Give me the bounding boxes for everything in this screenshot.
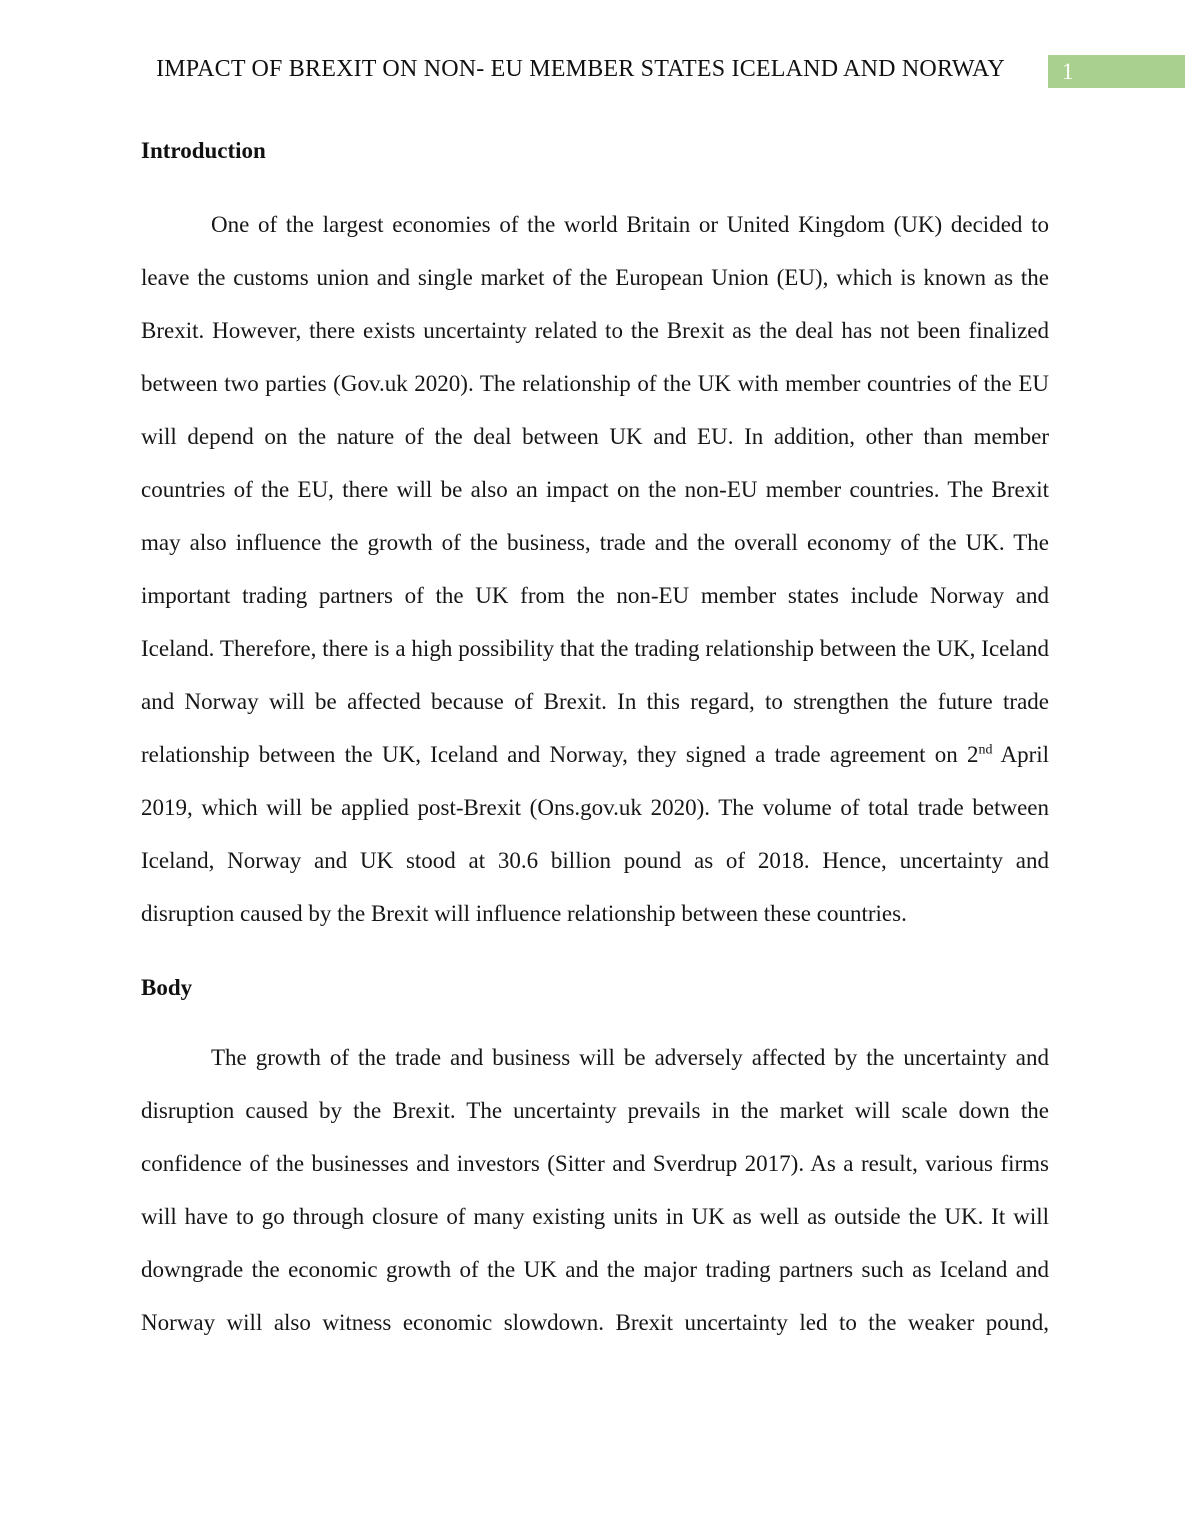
page-number-badge [1048, 55, 1185, 88]
page-header [0, 43, 1190, 96]
body-heading: Body [141, 975, 193, 1000]
body-paragraph: The growth of the trade and business will be adversely affected by the uncertainty and disruption caused by the Brexit. The uncertainty prevails in the market will scale down the confidence of the businesses and investors (Sitter and Sverdrup 2017). As a result, various firms will have to go through closure of many existing units in UK as well as outside the UK. It will downgrade the economic growth of the UK and the major trading partners such as Iceland and Norway will also witness economic slowdown. Brexit uncertainty led to the weaker pound, [141, 1045, 1049, 1335]
page-number: 1 [1062, 59, 1074, 84]
introduction-paragraph [141, 198, 1049, 940]
document-content [141, 124, 1049, 1349]
introduction-paragraph-text-2: April 2019, which will be applied post-Brexit (Ons.gov.uk 2020). The volume of total trade between Iceland, Norway and UK stood at 30.6 billion pound as of 2018. Hence, uncertainty and disruption caused by the Brexit will influence relationship between these countries. [141, 742, 1050, 926]
introduction-paragraph-text-1: One of the largest economies of the world Britain or United Kingdom (UK) decided to leave the customs union and single market of the European Union (EU), which is known as the Brexit. However, there exists uncertainty related to the Brexit as the deal has not been finalized between two parties (Gov.uk 2020). The relationship of the UK with member countries of the EU will depend on the nature of the deal between UK and EU. In addition, other than member countries of the EU, there will be also an impact on the non-EU member countries. The Brexit may also influence the growth of the business, trade and the overall economy of the UK. The important trading partners of the UK from the non-EU member states include Norway and Iceland. Therefore, there is a high possibility that the trading relationship between the UK, Iceland and Norway will be affected because of Brexit. In this regard, to strengthen the future trade relationship between the UK, Iceland and Norway, they signed a trade agreement on 2 [141, 212, 1049, 767]
introduction-heading: Introduction [141, 138, 266, 163]
ordinal-superscript: nd [978, 742, 993, 758]
running-head-title: IMPACT OF BREXIT ON NON- EU MEMBER STATES ICELAND AND NORWAY [156, 56, 1005, 82]
